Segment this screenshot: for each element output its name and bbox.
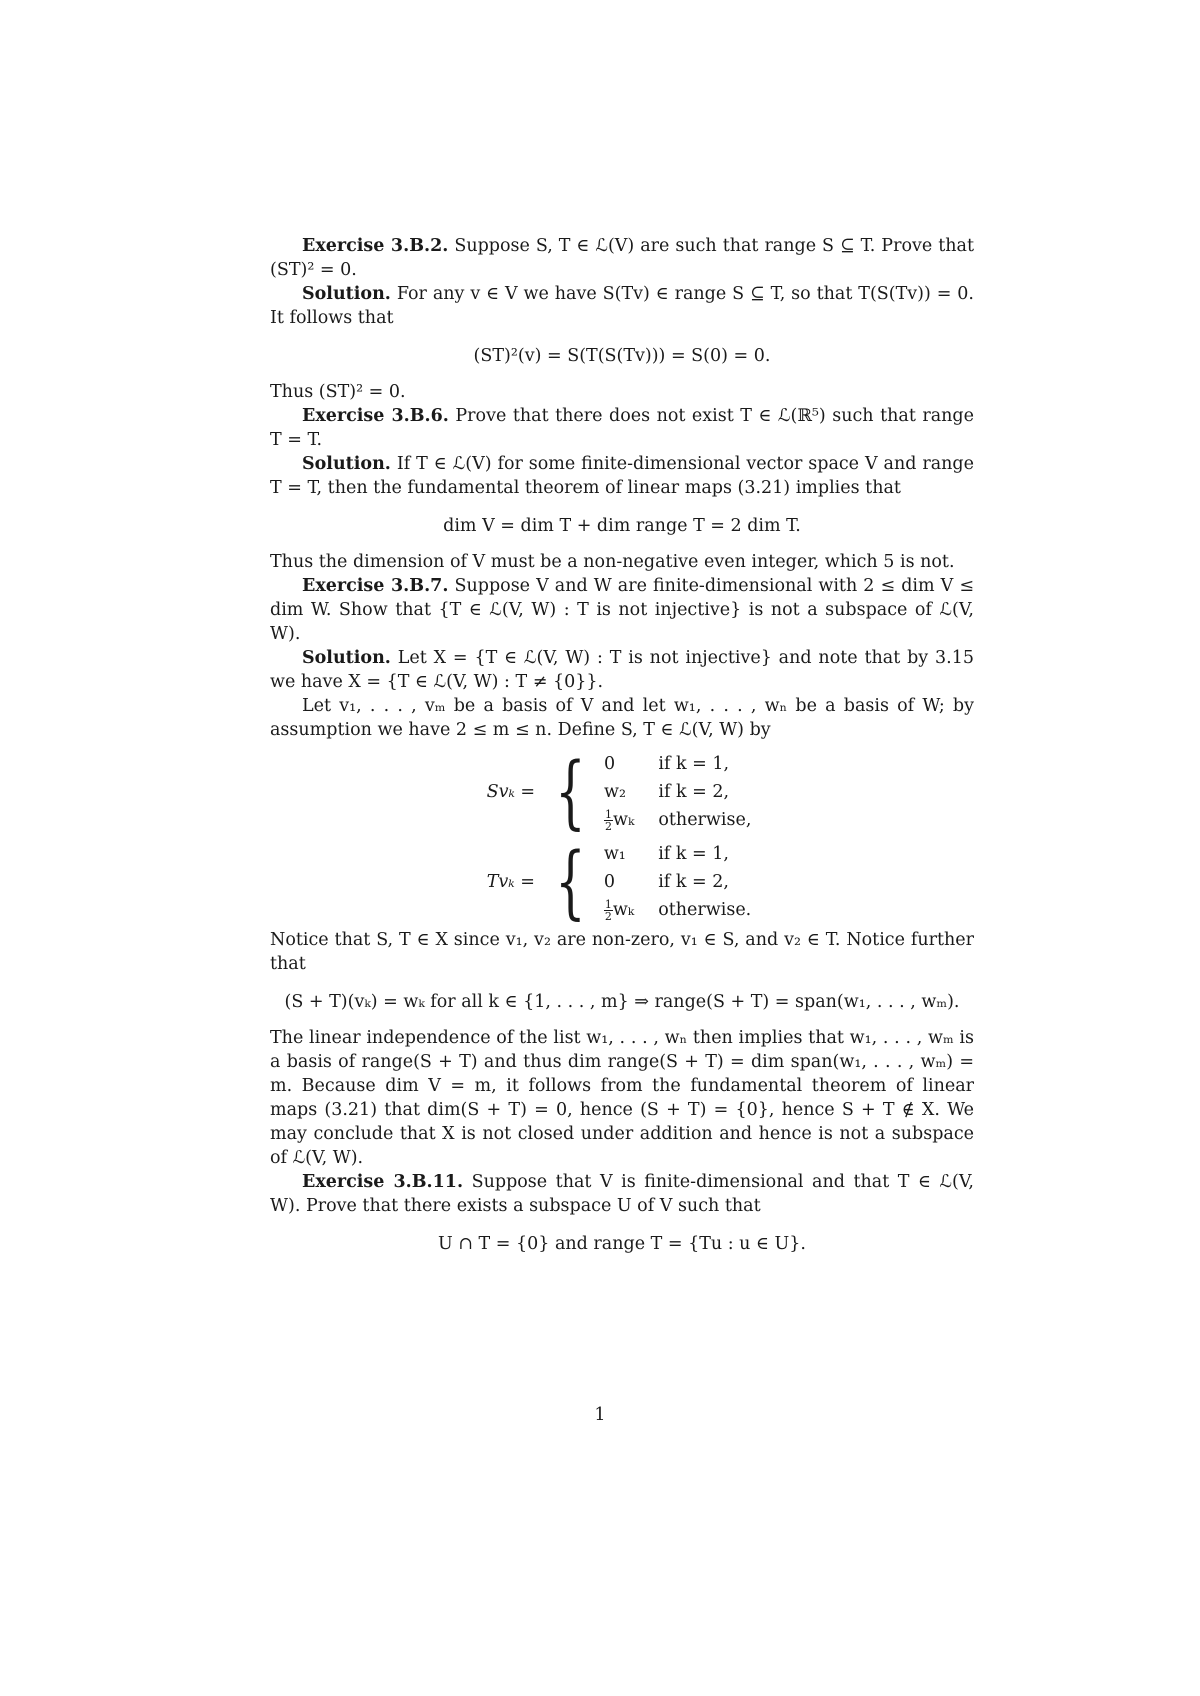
fraction-numerator: 1 — [604, 808, 612, 821]
paragraph: Notice that S, T ∈ X since v₁, v₂ are non-zero, v₁ ∈ S, and v₂ ∈ T. Notice further that — [270, 930, 974, 974]
case-value: w₂ — [603, 782, 626, 802]
display-equation: (ST)²(v) = S(T(S(Tv))) = S(0) = 0. — [473, 346, 771, 366]
solution-3b7 — [270, 646, 974, 694]
case-condition: if k = 1, — [658, 844, 729, 864]
case-row — [604, 750, 757, 778]
exercise-3b6 — [270, 404, 974, 452]
paragraph: The linear independence of the list w₁, . . . , wₙ then implies that w₁, . . . , wₘ is a basis of range(S + T) and thus dim range(S + T) = dim span(w₁, . . . , wₘ) = m. Because dim V = m, it follows from the fundamental theorem of linear maps (3.21) that dim(S + T) = 0, hence (S + T) = {0}, hence S + T ∉ X. We may conclude that X is not closed under addition and hence is not a subspace of ℒ(V, W). — [270, 1028, 974, 1168]
case-value-rest: wₖ — [612, 900, 635, 920]
conclusion-text: Thus the dimension of V must be a non-negative even integer, which 5 is not. — [270, 552, 955, 572]
case-condition: if k = 2, — [658, 872, 729, 892]
solution-3b2 — [270, 282, 974, 330]
fraction — [604, 899, 613, 922]
cases-table — [604, 840, 757, 924]
case-value — [604, 896, 640, 924]
solution-heading: Solution. — [302, 648, 391, 668]
display-equation: dim V = dim T + dim range T = 2 dim T. — [443, 516, 801, 536]
left-brace: { — [555, 745, 586, 838]
case-row — [604, 840, 757, 868]
case-row — [604, 868, 757, 896]
exercise-text: Suppose V and W are finite-dimensional with 2 ≤ dim V ≤ dim W. Show that {T ∈ ℒ(V, W) : T is not injective} is not a subspace of ℒ(V, W). — [270, 576, 974, 644]
paragraph: Let v₁, . . . , vₘ be a basis of V and let w₁, . . . , wₙ be a basis of W; by assumption we have 2 ≤ m ≤ n. Define S, T ∈ ℒ(V, W) by — [270, 696, 974, 740]
case-value: w₁ — [603, 844, 626, 864]
solution-text: For any v ∈ V we have S(Tv) ∈ range S ⊆ T, so that T(S(Tv)) = 0. It follows that — [270, 284, 974, 328]
fraction-denominator: 2 — [604, 820, 612, 833]
case-lhs: Svₖ = — [486, 782, 536, 802]
case-condition: otherwise, — [658, 810, 752, 830]
display-equation: U ∩ T = {0} and range T = {Tu : u ∈ U}. — [438, 1234, 806, 1254]
exercise-heading: Exercise 3.B.6. — [302, 406, 449, 426]
solution-text: Let X = {T ∈ ℒ(V, W) : T is not injective} and note that by 3.15 we have X = {T ∈ ℒ(V, W) : T ≠ {0}}. — [270, 648, 974, 692]
exercise-heading: Exercise 3.B.7. — [302, 576, 449, 596]
exercise-3b2 — [270, 234, 974, 282]
fraction-denominator: 2 — [604, 910, 612, 923]
left-brace: { — [555, 835, 586, 928]
solution-heading: Solution. — [302, 454, 391, 474]
exercise-3b7 — [270, 574, 974, 646]
exercise-text: Suppose that V is finite-dimensional and that T ∈ ℒ(V, W). Prove that there exists a subspace U of V such that — [270, 1172, 974, 1216]
case-row — [604, 778, 757, 806]
exercise-text: Prove that there does not exist T ∈ ℒ(ℝ⁵) such that range T = T. — [270, 406, 974, 450]
page-content — [270, 0, 974, 1268]
case-value: 0 — [603, 872, 615, 892]
fraction — [604, 809, 613, 832]
case-value-rest: wₖ — [612, 810, 635, 830]
exercise-text: Suppose S, T ∈ ℒ(V) are such that range S ⊆ T. Prove that (ST)² = 0. — [270, 236, 974, 280]
exercise-heading: Exercise 3.B.11. — [302, 1172, 464, 1192]
case-value — [604, 806, 640, 834]
conclusion-text: Thus (ST)² = 0. — [270, 382, 406, 402]
exercise-heading: Exercise 3.B.2. — [302, 236, 449, 256]
definition-S — [270, 745, 974, 838]
fraction-numerator: 1 — [604, 898, 612, 911]
solution-heading: Solution. — [302, 284, 391, 304]
case-lhs: Tvₖ = — [486, 872, 535, 892]
page-number: 1 — [594, 1405, 606, 1425]
cases-table — [604, 750, 757, 834]
display-equation: (S + T)(vₖ) = wₖ for all k ∈ {1, . . . , m} ⇒ range(S + T) = span(w₁, . . . , wₘ). — [284, 992, 960, 1012]
case-value: 0 — [603, 754, 616, 774]
definition-T — [270, 835, 974, 928]
solution-3b6 — [270, 452, 974, 500]
case-row — [604, 896, 757, 924]
case-condition: otherwise. — [658, 900, 752, 920]
exercise-3b11 — [270, 1170, 974, 1218]
case-condition: if k = 1, — [658, 754, 730, 774]
case-condition: if k = 2, — [658, 782, 730, 802]
case-row — [604, 806, 757, 834]
solution-text: If T ∈ ℒ(V) for some finite-dimensional vector space V and range T = T, then the fundamental theorem of linear maps (3.21) implies that — [270, 454, 974, 498]
